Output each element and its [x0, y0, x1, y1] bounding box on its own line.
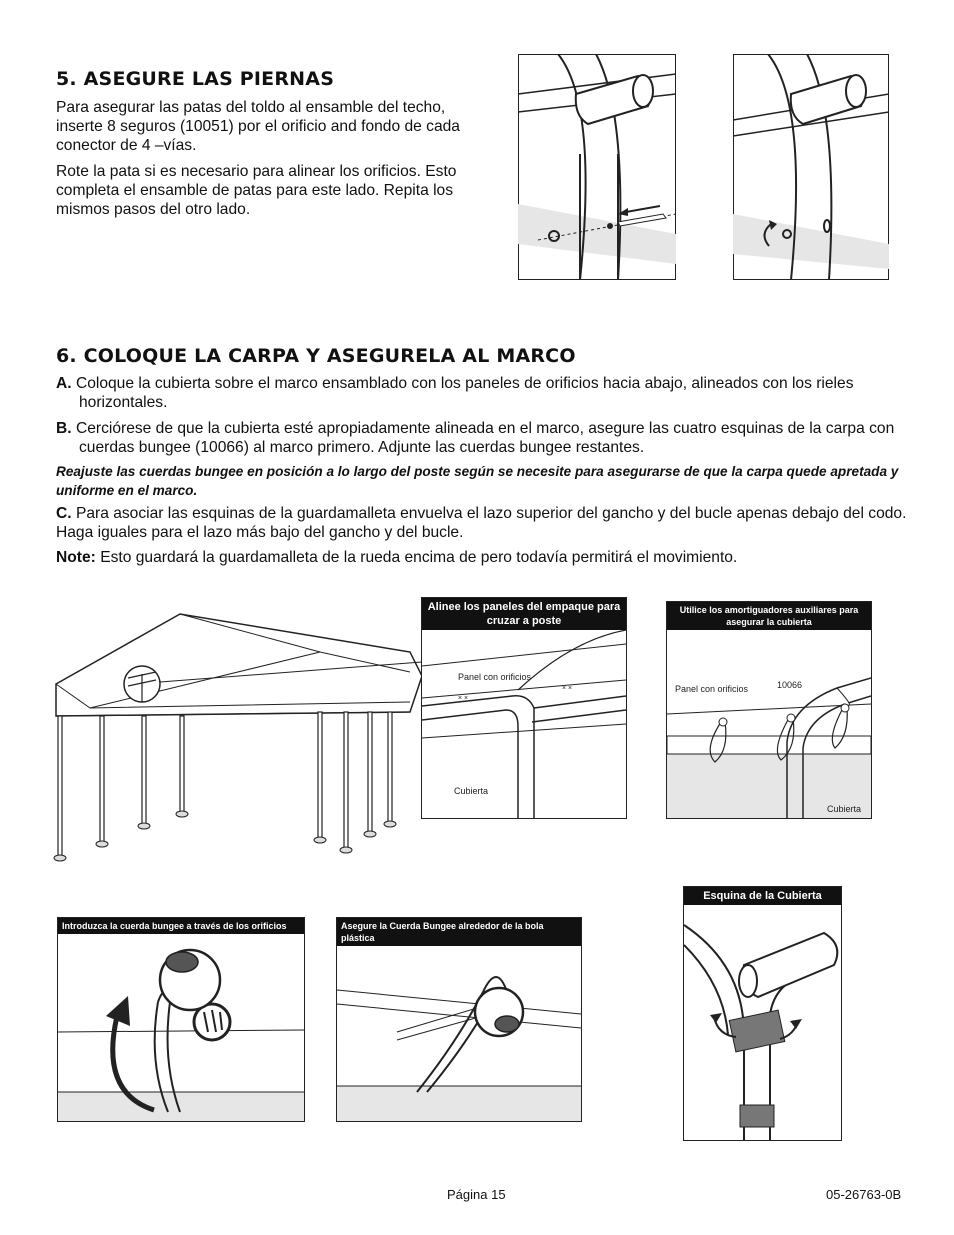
panel-corner-header: Esquina de la Cubierta [684, 887, 841, 905]
figure-canopy-overview [50, 612, 422, 864]
section-5-paragraph-2: Rote la pata si es necesario para alinear los orificios. Esto completa el ensamble de patas para este lado. Repita los mismos pasos del otro lado. [56, 163, 457, 218]
document-number: 05-26763-0B [826, 1187, 902, 1202]
panel-secure-header: Asegure la Cuerda Bungee alrededor de la bola plástica [337, 918, 581, 946]
panel-cover-corner [683, 886, 842, 1141]
panel-align-cover [421, 597, 627, 819]
step-c-lead: C. [56, 505, 72, 522]
panel-align-label-cover: Cubierta [454, 786, 489, 796]
page-number: Página 15 [447, 1187, 506, 1202]
panel-bungee-label-panel: Panel con orificios [675, 684, 749, 694]
panel-insert-bungee [57, 917, 305, 1122]
svg-text:× ×: × × [458, 695, 469, 702]
panel-align-header: Alinee los paneles del empaque para cruzar a poste [422, 598, 626, 630]
section-5-paragraph-1: Para asegurar las patas del toldo al ensamble del techo, inserte 8 seguros (10051) por el orificio and fondo de cada conector de 4 –vías. [56, 99, 460, 154]
panel-bungee-label-cover: Cubierta [827, 804, 862, 814]
panel-bungee-label-part: 10066 [777, 680, 803, 690]
figure-leg-rotate [733, 54, 889, 280]
step-c-text: Para asociar las esquinas de la guardamalleta envuelva el lazo superior del gancho y del bucle apenas debajo del codo. Haga iguales para el lazo más bajo del gancho y del bucle. [56, 505, 907, 541]
step-a-lead: A. [56, 375, 72, 392]
step-b-text: Cerciórese de que la cubierta esté apropiadamente alineada en el marco, asegure las cuatro esquinas de la carpa con cuerdas bungee (10066) al marco primero. Adjunte las cuerdas bungee restantes. [75, 420, 895, 456]
step-c [56, 504, 916, 542]
figure-leg-pin-insert [518, 54, 676, 280]
panel-insert-header: Introduzca la cuerda bungee a través de los orificios [58, 918, 304, 934]
step-a-text: Coloque la cubierta sobre el marco ensamblado con los paneles de orificios hacia abajo, alineados con los rieles horizontales. [75, 375, 854, 411]
note [56, 548, 916, 567]
step-b-lead: B. [56, 420, 72, 437]
svg-text:× ×: × × [562, 685, 573, 692]
panel-secure-bungee [336, 917, 582, 1122]
step-b [56, 419, 939, 457]
section-5-title: 5. ASEGURE LAS PIERNAS [56, 68, 335, 90]
section-6-title: 6. COLOQUE LA CARPA Y ASEGURELA AL MARCO [56, 345, 576, 367]
note-lead: Note: [56, 549, 96, 566]
panel-align-label-panel: Panel con orificios [458, 672, 532, 682]
panel-bungee-header: Utilice los amortiguadores auxiliares para asegurar la cubierta [667, 602, 871, 630]
step-a [56, 374, 939, 412]
italic-note: Reajuste las cuerdas bungee en posición a lo largo del poste según se necesite para asegurarse de que la carpa quede apretada y uniforme en el marco. [56, 464, 899, 498]
panel-bungee-secure [666, 601, 872, 819]
note-text: Esto guardará la guardamalleta de la rueda encima de pero todavía permitirá el movimiento. [100, 549, 738, 566]
